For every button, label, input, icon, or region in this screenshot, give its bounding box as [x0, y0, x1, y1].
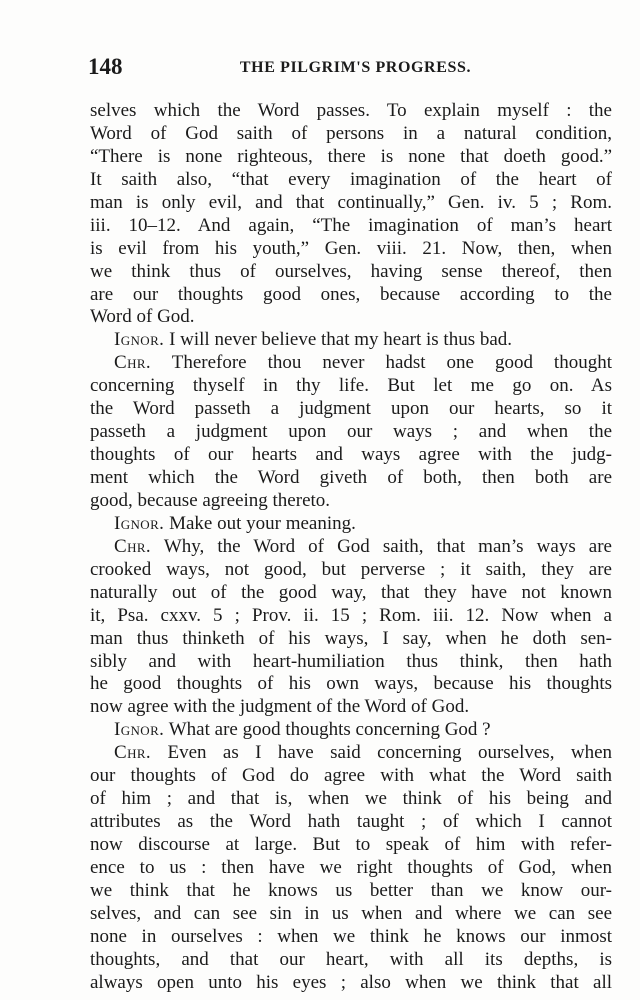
- text-line: [90, 765, 612, 788]
- text-line: [90, 559, 612, 582]
- line-text: “There is none righteous, there is none that doeth good.”: [90, 145, 612, 167]
- line-text: always open unto his eyes ; also when we think that all: [90, 971, 612, 993]
- line-text: sibly and with heart-humiliation thus think, then hath: [90, 650, 612, 672]
- text-line: [90, 788, 612, 811]
- text-line: [90, 834, 612, 857]
- line-text: crooked ways, not good, but perverse ; it saith, they are: [90, 558, 612, 580]
- text-line: [90, 628, 612, 651]
- text-line: [90, 651, 612, 674]
- line-text: man is only evil, and that continually,” Gen. iv. 5 ; Rom.: [90, 191, 612, 213]
- line-text: passeth a judgment upon our ways ; and when the: [90, 421, 612, 443]
- line-text: is evil from his youth,” Gen. viii. 21. Now, then, when: [90, 237, 612, 259]
- text-line: [90, 261, 612, 284]
- line-text: the Word passeth a judgment upon our hearts, so it: [90, 398, 612, 420]
- line-text: our thoughts of God do agree with what the Word saith: [90, 765, 612, 787]
- line-text: Even as I have said concerning ourselves, when: [167, 742, 612, 764]
- page-number: 148: [88, 54, 123, 79]
- line-text: naturally out of the good way, that they have not known: [90, 581, 612, 603]
- text-line: [90, 421, 612, 444]
- line-text: are our thoughts good ones, because according to the: [90, 283, 612, 305]
- line-text: ence to us : then have we right thoughts of God, when: [90, 856, 612, 878]
- text-line: [90, 513, 612, 536]
- line-text: of him ; and that is, when we think of his being and: [90, 788, 612, 810]
- text-line: [90, 857, 612, 880]
- line-text: man thus thinketh of his ways, I say, when he doth sen-: [90, 627, 612, 649]
- speaker-label: Ignor.: [114, 329, 165, 351]
- text-line: [90, 811, 612, 834]
- line-text: good, because agreeing thereto.: [90, 489, 331, 511]
- text-line: [90, 123, 612, 146]
- line-text: Word of God saith of persons in a natural condition,: [90, 122, 612, 144]
- line-text: iii. 10–12. And again, “The imagination of man’s heart: [90, 214, 612, 236]
- line-text: Therefore thou never hadst one good thought: [171, 352, 612, 374]
- text-line: [90, 352, 612, 375]
- text-line: [90, 146, 612, 169]
- line-text: we think thus of ourselves, having sense thereof, then: [90, 260, 612, 282]
- line-text: ment which the Word giveth of both, then both are: [90, 467, 612, 488]
- line-text: It saith also, “that every imagination of the heart of: [90, 168, 612, 190]
- text-line: [90, 306, 612, 329]
- line-text: Word of God.: [90, 306, 195, 328]
- line-text: Why, the Word of God saith, that man’s ways are: [163, 535, 612, 557]
- text-line: [90, 398, 612, 421]
- line-text: now discourse at large. But to speak of him with refer-: [90, 834, 612, 855]
- text-line: [90, 536, 612, 559]
- speaker-label: Chr.: [114, 742, 152, 764]
- line-text: thoughts of our hearts and ways agree with the judg-: [90, 444, 612, 466]
- line-text: selves, and can see sin in us when and where we can see: [90, 902, 612, 924]
- line-text: now agree with the judgment of the Word of God.: [90, 696, 470, 718]
- line-text: Make out your meaning.: [169, 512, 356, 534]
- text-line: [90, 100, 612, 123]
- text-line: [90, 605, 612, 628]
- page-header: [88, 54, 593, 80]
- line-text: I will never believe that my heart is thus bad.: [169, 329, 513, 351]
- speaker-label: Chr.: [114, 535, 152, 557]
- text-line: [90, 582, 612, 605]
- text-line: [90, 467, 612, 490]
- running-title: THE PILGRIM'S PROGRESS.: [239, 59, 472, 76]
- text-line: [90, 742, 612, 765]
- line-text: it, Psa. cxxv. 5 ; Prov. ii. 15 ; Rom. iii. 12. Now when a: [90, 604, 612, 626]
- text-line: [90, 949, 612, 972]
- line-text: selves which the Word passes. To explain myself : the: [90, 100, 612, 121]
- text-line: [90, 926, 612, 949]
- line-text: concerning thyself in thy life. But let me go on. As: [90, 375, 612, 397]
- text-line: [90, 490, 612, 513]
- text-line: [90, 238, 612, 261]
- line-text: attributes as the Word hath taught ; of which I cannot: [90, 811, 612, 833]
- text-line: [90, 169, 612, 192]
- line-text: none in ourselves : when we think he knows our inmost: [90, 925, 612, 947]
- line-text: What are good thoughts concerning God ?: [168, 719, 491, 741]
- text-line: [90, 673, 612, 696]
- speaker-label: Ignor.: [114, 719, 165, 741]
- text-line: [90, 192, 612, 215]
- line-text: thoughts, and that our heart, with all its depths, is: [90, 948, 612, 970]
- text-line: [90, 284, 612, 307]
- body-text: [90, 100, 612, 995]
- text-line: [90, 696, 612, 719]
- text-line: [90, 444, 612, 467]
- text-line: [90, 972, 612, 995]
- text-line: [90, 880, 612, 903]
- speaker-label: Chr.: [114, 352, 152, 374]
- text-line: [90, 375, 612, 398]
- line-text: we think that he knows us better than we know our-: [90, 879, 612, 901]
- text-line: [90, 329, 612, 352]
- speaker-label: Ignor.: [114, 512, 165, 534]
- text-line: [90, 719, 612, 742]
- text-line: [90, 903, 612, 926]
- text-line: [90, 215, 612, 238]
- line-text: he good thoughts of his own ways, because his thoughts: [90, 673, 612, 695]
